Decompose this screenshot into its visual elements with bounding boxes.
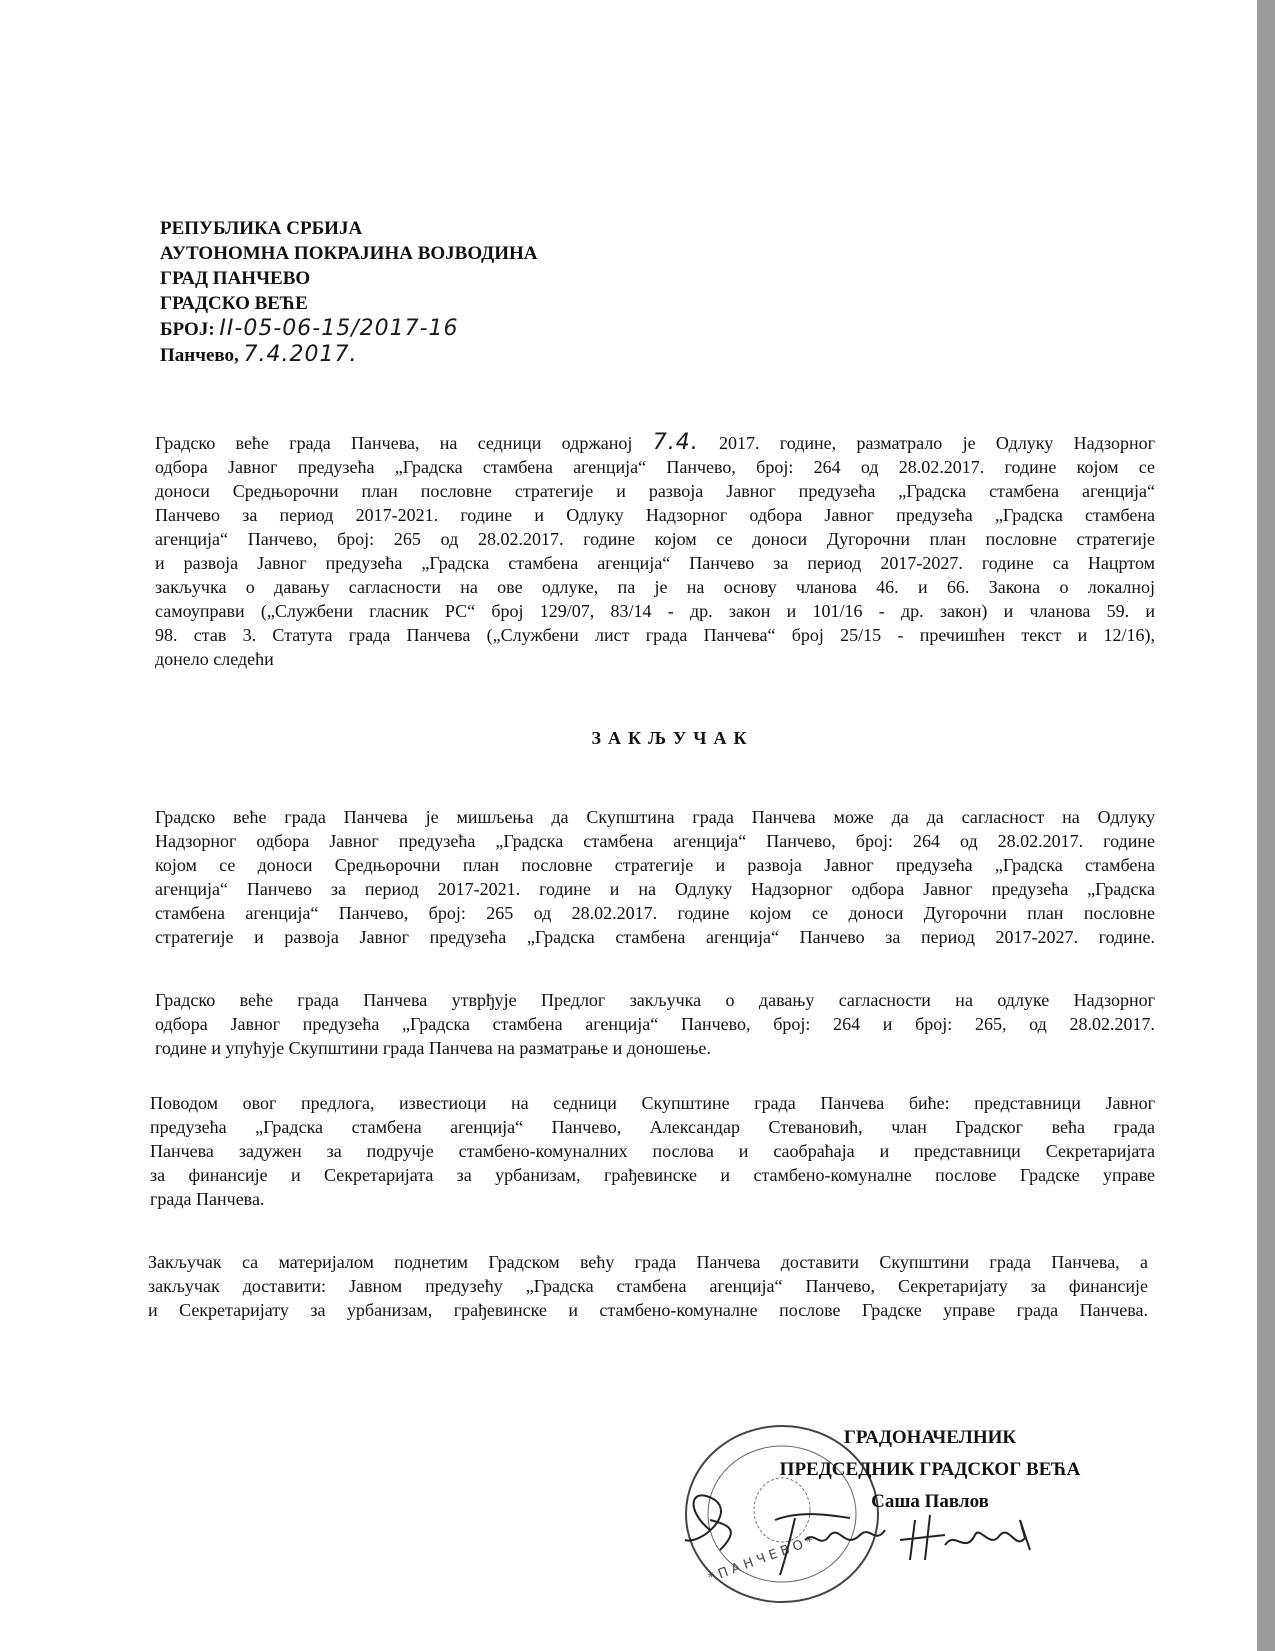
header-line: ГРАДСКО ВЕЋЕ	[160, 293, 308, 314]
text-line: којом се доноси Средњорочни план пословне стратегије и развоја Јавног предузећа „Градска стамбена	[155, 855, 1155, 875]
text-line: Панчево за период 2017-2021. године и Одлуку Надзорног одбора Јавног предузећа „Градска стамбена	[155, 505, 1155, 525]
text-line: године и упућује Скупштини града Панчева на разматрање и доношење.	[155, 1038, 711, 1058]
document-header	[160, 216, 538, 368]
text-line: доноси Средњорочни план пословне стратегије и развоја Јавног предузећа „Градска стамбена агенција“	[155, 481, 1155, 501]
text-line: агенција“ Панчево, број: 265 од 28.02.2017. године којом се доноси Дугорочни план пословне стратегије	[155, 529, 1155, 549]
text-line: и развоја Јавног предузећа „Градска стамбена агенција“ Панчево за период 2017-2027. године са Нацртом	[155, 553, 1155, 573]
text-line: и Секретаријату за урбанизам, грађевинске и стамбено-комуналне послове Градске управе града Панчева.	[148, 1300, 1148, 1320]
text-line: стамбена агенција“ Панчево, број: 265 од 28.02.2017. године којом се доноси Дугорочни план пословне	[155, 903, 1155, 923]
conclusion-paragraph-4	[148, 1250, 1148, 1322]
document-date	[160, 342, 538, 368]
intro-paragraph	[155, 431, 1155, 671]
text-line: стратегије и развоја Јавног предузећа „Градска стамбена агенција“ Панчево за период 2017-2027. године.	[155, 927, 1155, 947]
date-handwritten: 7.4.2017.	[243, 342, 358, 367]
text-line: Надзорног одбора Јавног предузећа „Градска стамбена агенција“ Панчево, број: 264 од 28.02.2017. године	[155, 831, 1155, 851]
svg-text:* П А Н Ч Е В О *: * П А Н Ч Е В О *	[706, 1533, 816, 1586]
text-line: 98. став 3. Статута града Панчева („Службени лист града Панчева“ број 25/15 - пречишћен текст и 12/16),	[155, 625, 1155, 645]
text-line: Поводом овог предлога, известиоци на седници Скупштине града Панчева биће: представници Јавног	[150, 1093, 1155, 1113]
text-line: агенција“ Панчево за период 2017-2021. године и на Одлуку Надзорног одбора Јавног предузећа „Градска	[155, 879, 1155, 899]
text-line: за финансије и Секретаријата за урбанизам, грађевинске и стамбено-комуналне послове Градске управе	[150, 1165, 1155, 1185]
conclusion-paragraph-2	[155, 988, 1155, 1060]
number-label: БРОЈ:	[160, 319, 215, 340]
text-line: Закључак са материјалом поднетим Градском већу града Панчева доставити Скупштини града Панчева, а	[148, 1252, 1148, 1272]
text-span: 2017. године, разматрало је Одлуку Надзорног	[698, 433, 1155, 453]
text-line: Градско веће града Панчева је мишљења да Скупштина града Панчева може да да сагласност на Одлуку	[155, 807, 1155, 827]
conclusion-title: ЗАКЉУЧАК	[591, 728, 754, 748]
header-line: ГРАД ПАНЧЕВО	[160, 268, 311, 289]
text-line: града Панчева.	[150, 1189, 265, 1209]
signatory-name: Саша Павлов	[871, 1491, 989, 1512]
text-line: самоуправи („Службени гласник РС“ број 129/07, 83/14 - др. закон и 101/16 - др. закон) и чланова 59. и	[155, 601, 1155, 621]
place-label: Панчево,	[160, 345, 239, 366]
text-line: закључак доставити: Јавном предузећу „Градска стамбена агенција“ Панчево, Секретаријату за финансије	[148, 1276, 1148, 1296]
handwritten-signatures	[680, 1490, 1080, 1590]
conclusion-paragraph-1	[155, 805, 1155, 949]
text-line: закључка о давању сагласности на ове одлуке, па је на основу чланова 46. и 66. Закона о локалној	[155, 577, 1155, 597]
text-line: Панчева задужен за подручје стамбено-комуналних послова и саобраћаја и представници Секретаријата	[150, 1141, 1155, 1161]
signatory-title: ГРАДОНАЧЕЛНИК	[843, 1427, 1017, 1448]
signatory-role: ПРЕДСЕДНИК ГРАДСКОГ ВЕЋА	[779, 1459, 1081, 1480]
text-line: одбора Јавног предузећа „Градска стамбена агенција“ Панчево, број: 264 и број: 265, од 28.02.2017.	[155, 1014, 1155, 1034]
document-number	[160, 316, 538, 342]
header-line: РЕПУБЛИКА СРБИЈА	[160, 218, 363, 239]
scan-edge	[1257, 0, 1275, 1651]
text-span: Градско веће града Панчева, на седници одржаној	[155, 433, 653, 453]
header-line: АУТОНОМНА ПОКРАЈИНА ВОЈВОДИНА	[160, 243, 538, 264]
text-line: предузећа „Градска стамбена агенција“ Панчево, Александар Стевановић, члан Градског већа града	[150, 1117, 1155, 1137]
conclusion-paragraph-3	[150, 1091, 1155, 1211]
text-line	[155, 431, 1155, 455]
text-line: одбора Јавног предузећа „Градска стамбена агенција“ Панчево, број: 264 од 28.02.2017. године којом се	[155, 457, 1155, 477]
session-date-handwritten: 7.4.	[652, 430, 699, 455]
number-handwritten: II-05-06-15/2017-16	[219, 316, 459, 341]
text-line: Градско веће града Панчева утврђује Предлог закључка о давању сагласности на одлуке Надзорног	[155, 990, 1155, 1010]
text-line: донело следећи	[155, 649, 274, 669]
